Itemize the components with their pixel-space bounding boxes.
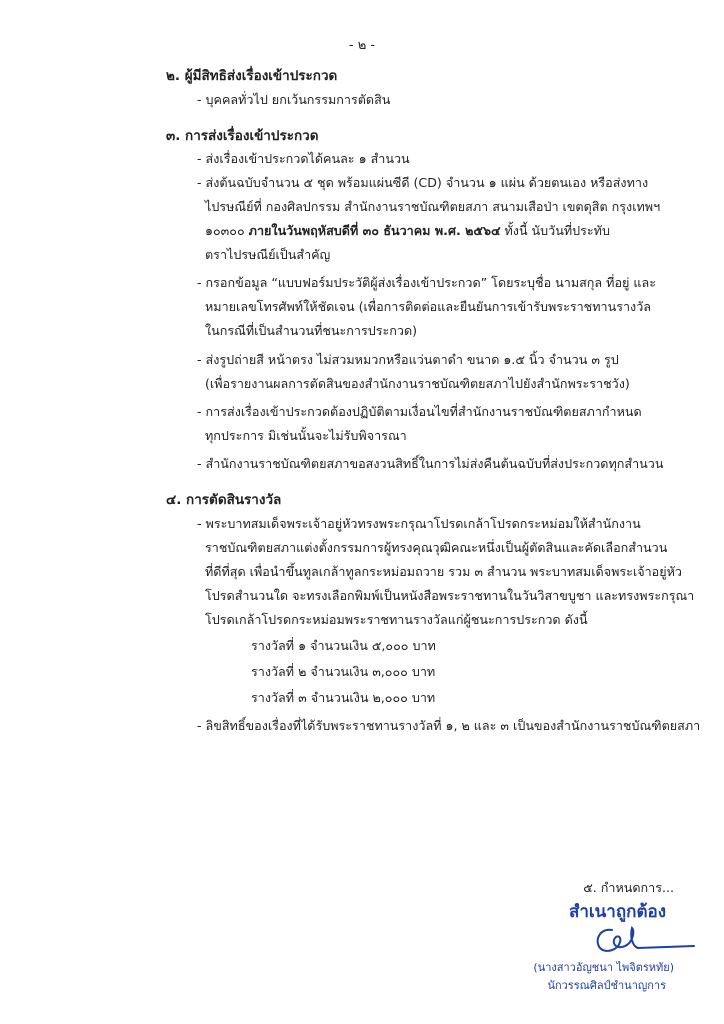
section-3-line: ในกรณีที่เป็นสำนวนที่ชนะการประกวด) bbox=[205, 323, 418, 338]
signer-title: นักวรรณศิลป์ชำนาญการ bbox=[547, 979, 666, 992]
section-4-line: ราชบัณฑิตยสภาแต่งตั้งกรรมการผู้ทรงคุณวุฒิคณะหนึ่งเป็นผู้ตัดสินและคัดเลือกสำนวน bbox=[205, 540, 668, 555]
page-number: - ๒ - bbox=[348, 38, 376, 53]
section-3-line: (เพื่อรายงานผลการตัดสินของสำนักงานราชบัณฑิตยสภาไปยังสำนักพระราชวัง) bbox=[205, 376, 630, 391]
section-4-heading: ๔. การตัดสินรางวัล bbox=[166, 492, 282, 508]
section-3-line: - ส่งรูปถ่ายสี หน้าตรง ไม่สวมหมวกหรือแว่นตาดำ ขนาด ๑.๕ นิ้ว จำนวน ๓ รูป bbox=[197, 352, 619, 367]
section-3-line: ทุกประการ มิเช่นนั้นจะไม่รับพิจารณา bbox=[205, 428, 407, 443]
section-2-item: - บุคคลทั่วไป ยกเว้นกรรมการตัดสิน bbox=[197, 92, 391, 107]
section-3-line: - สำนักงานราชบัณฑิตยสภาขอสงวนสิทธิ์ในการไม่ส่งคืนต้นฉบับที่ส่งประกวดทุกสำนวน bbox=[197, 456, 664, 471]
section-3-line: - ส่งเรื่องเข้าประกวดได้คนละ ๑ สำนวน bbox=[197, 151, 410, 166]
deadline-note: ทั้งนี้ นับวันที่ประทับ bbox=[500, 223, 610, 238]
section-4-line: โปรดเกล้าโปรดกระหม่อมพระราชทานรางวัลแก่ผู้ชนะการประกวด ดังนี้ bbox=[205, 612, 588, 627]
section-2-heading: ๒. ผู้มีสิทธิส่งเรื่องเข้าประกวด bbox=[166, 68, 338, 84]
prize-3: รางวัลที่ ๓ จำนวนเงิน ๒,๐๐๐ บาท bbox=[251, 690, 436, 705]
section-4-line: ที่ดีที่สุด เพื่อนำขึ้นทูลเกล้าทูลกระหม่อมถวาย รวม ๓ สำนวน พระบาทสมเด็จพระเจ้าอยู่หัว bbox=[205, 564, 683, 579]
section-3-line bbox=[205, 221, 610, 241]
section-4-line: โปรดสำนวนใด จะทรงเลือกพิมพ์เป็นหนังสือพระราชทานในวันวิสาขบูชา และทรงพระกรุณา bbox=[205, 588, 695, 603]
section-3-line: - ส่งต้นฉบับจำนวน ๕ ชุด พร้อมแผ่นซีดี (CD) จำนวน ๑ แผ่น ด้วยตนเอง หรือส่งทาง bbox=[197, 175, 649, 190]
section-3-line: ไปรษณีย์ที่ กองศิลปกรรม สำนักงานราชบัณฑิตยสภา สนามเสือป่า เขตดุสิต กรุงเทพฯ bbox=[205, 199, 661, 214]
section-3-line: หมายเลขโทรศัพท์ให้ชัดเจน (เพื่อการติดต่อและยืนยันการเข้ารับพระราชทานรางวัล bbox=[205, 299, 651, 314]
certified-copy-stamp: สำเนาถูกต้อง bbox=[568, 902, 666, 922]
deadline-text: ภายในวันพฤหัสบดีที่ ๓๐ ธันวาคม พ.ศ. ๒๕๖๔ bbox=[248, 223, 501, 238]
postal-code: ๑๐๓๐๐ bbox=[205, 223, 249, 238]
section-3-heading: ๓. การส่งเรื่องเข้าประกวด bbox=[166, 128, 319, 144]
continuation-text: ๕. กำหนดการ... bbox=[583, 880, 674, 895]
prize-1: รางวัลที่ ๑ จำนวนเงิน ๕,๐๐๐ บาท bbox=[251, 638, 436, 653]
section-3-line: - การส่งเรื่องเข้าประกวดต้องปฏิบัติตามเงื่อนไขที่สำนักงานราชบัณฑิตยสภากำหนด bbox=[197, 404, 642, 419]
prize-2: รางวัลที่ ๒ จำนวนเงิน ๓,๐๐๐ บาท bbox=[251, 664, 436, 679]
signer-name: (นางสาวอัญชนา ไพจิตรหทัย) bbox=[533, 961, 674, 974]
section-4-line: - ลิขสิทธิ์ของเรื่องที่ได้รับพระราชทานรางวัลที่ ๑, ๒ และ ๓ เป็นของสำนักงานราชบัณฑิตยสภา bbox=[197, 718, 701, 733]
section-4-line: - พระบาทสมเด็จพระเจ้าอยู่หัวทรงพระกรุณาโปรดเกล้าโปรดกระหม่อมให้สำนักงาน bbox=[197, 516, 641, 531]
section-3-line: - กรอกข้อมูล “แบบฟอร์มประวัติผู้ส่งเรื่องเข้าประกวด” โดยระบุชื่อ นามสกุล ที่อยู่ และ bbox=[197, 275, 656, 290]
section-3-line: ตราไปรษณีย์เป็นสำคัญ bbox=[205, 247, 331, 262]
signature-mark bbox=[590, 922, 700, 958]
